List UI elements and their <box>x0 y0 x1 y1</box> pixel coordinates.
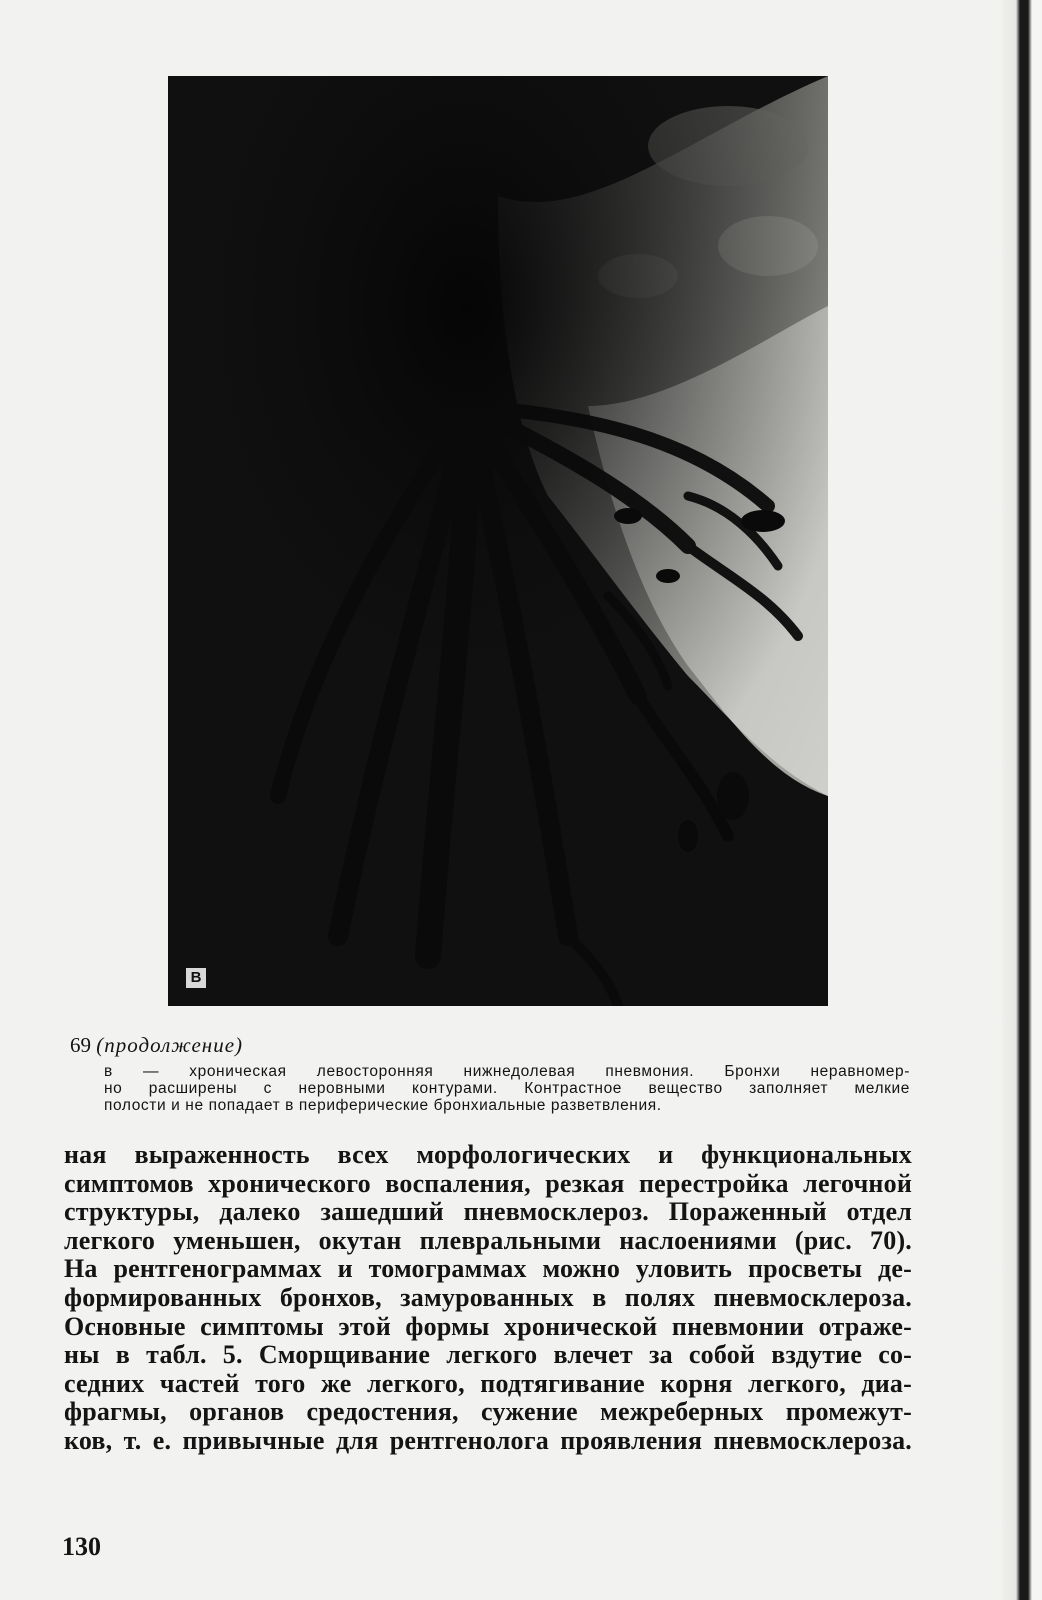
figure-label <box>70 1033 243 1058</box>
body-line: легкого уменьшен, окутан плевральными наслоениями (рис. 70). <box>64 1225 912 1255</box>
body-line: структуры, далеко зашедший пневмосклероз. Пораженный отдел <box>64 1197 912 1227</box>
body-line: На рентгенограммах и томограммах можно уловить просветы де- <box>64 1254 912 1284</box>
caption-line: но расширены с неровными контурами. Контрастное вещество заполняет мелкие <box>104 1080 910 1097</box>
body-line: ков, т. е. привычные для рентгенолога проявления пневмосклероза. <box>64 1425 912 1455</box>
figure-panel-letter: В <box>186 968 206 988</box>
figure-continuation: (продолжение) <box>96 1033 244 1057</box>
body-line: симптомов хронического воспаления, резкая перестройка легочной <box>64 1168 912 1198</box>
bronchogram-image <box>168 76 828 1006</box>
figure-caption <box>104 1063 910 1114</box>
caption-line: в — хроническая левосторонняя нижнедолевая пневмония. Бронхи неравномер- <box>104 1063 910 1080</box>
body-line: формированных бронхов, замурованных в полях пневмосклероза. <box>64 1282 912 1312</box>
figure-number: 69 <box>70 1033 91 1057</box>
page-number: 130 <box>62 1532 101 1561</box>
body-line: ная выраженность всех морфологических и функциональных <box>64 1140 912 1169</box>
caption-line: полости и не попадает в периферические бронхиальные разветвления. <box>104 1097 662 1114</box>
body-line: седних частей того же легкого, подтягивание корня легкого, диа- <box>64 1368 912 1398</box>
body-line: фрагмы, органов средостения, сужение межреберных промежут- <box>64 1397 912 1427</box>
page-edge <box>1002 0 1042 1600</box>
body-text <box>64 1141 912 1456</box>
bronchogram-figure <box>168 76 828 1006</box>
body-line: Основные симптомы этой формы хронической пневмонии отраже- <box>64 1311 912 1341</box>
body-line: ны в табл. 5. Сморщивание легкого влечет за собой вздутие со- <box>64 1340 912 1370</box>
